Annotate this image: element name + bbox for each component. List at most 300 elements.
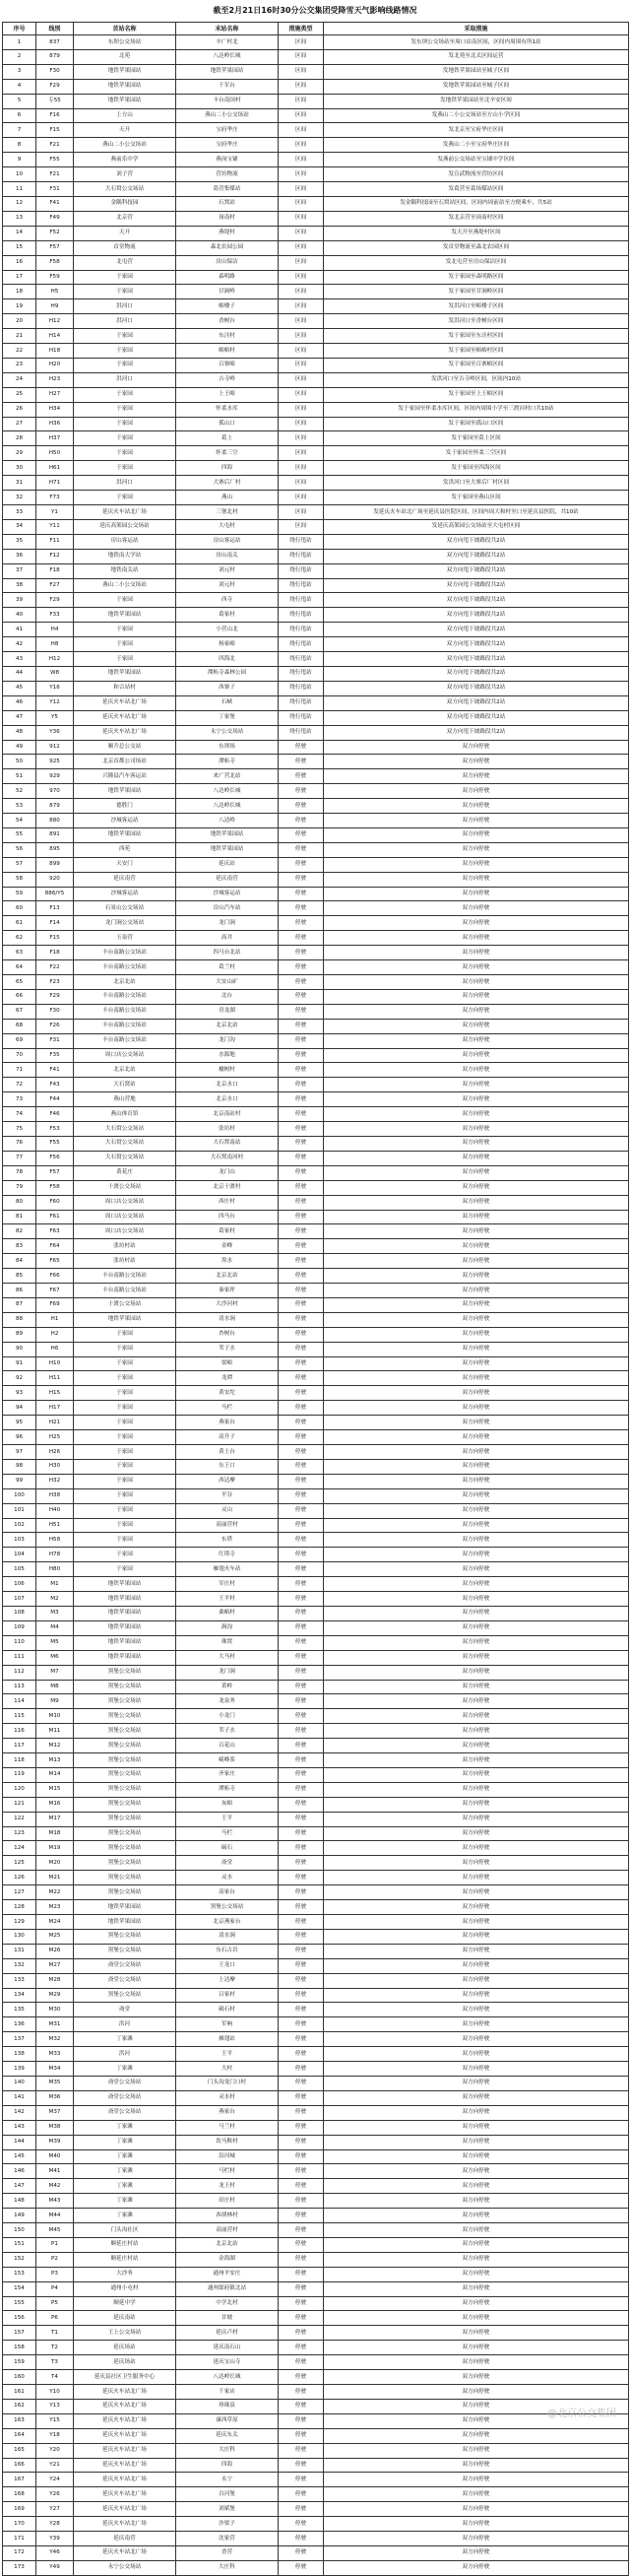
cell-measure-detail: 双方向停驶 (324, 1739, 629, 1753)
cell-measure-type: 绕行甩站 (279, 623, 324, 637)
table-row (3, 299, 629, 314)
cell-last-stop: 龙门山 (176, 1165, 279, 1180)
cell-last-stop: 丁家堡 (176, 710, 279, 725)
cell-measure-type: 区间 (279, 196, 324, 211)
table-row (3, 2355, 629, 2370)
cell-index: 65 (3, 975, 36, 990)
table-row (3, 2164, 629, 2179)
cell-first-stop: 延庆场站 (74, 2341, 176, 2355)
cell-measure-type: 停驶 (279, 1107, 324, 1122)
cell-line: Y12 (36, 695, 74, 710)
cell-index: 143 (3, 2120, 36, 2135)
table-row (3, 666, 629, 681)
cell-index: 21 (3, 329, 36, 344)
table-row (3, 1797, 629, 1812)
table-row (3, 1063, 629, 1078)
header-index: 序号 (3, 23, 36, 35)
cell-line: M20 (36, 1856, 74, 1871)
cell-first-stop: 北苑 (74, 49, 176, 64)
cell-line: F14 (36, 916, 74, 931)
cell-index: 152 (3, 2252, 36, 2267)
cell-measure-detail: 双方向停驶 (324, 740, 629, 755)
cell-measure-type: 区间 (279, 314, 324, 329)
cell-first-stop: 地铁苹果园站 (74, 1620, 176, 1635)
cell-measure-type: 停驶 (279, 2545, 324, 2560)
cell-index: 120 (3, 1782, 36, 1797)
cell-measure-type: 区间 (279, 372, 324, 387)
cell-measure-type: 停驶 (279, 2517, 324, 2532)
cell-last-stop: 秦家坪 (176, 1284, 279, 1298)
cell-measure-type: 区间 (279, 211, 324, 226)
cell-line: F43 (36, 1078, 74, 1092)
cell-line: M14 (36, 1767, 74, 1782)
cell-measure-detail: 双方向停驶 (324, 1680, 629, 1694)
table-row (3, 1048, 629, 1063)
cell-line: H71 (36, 476, 74, 491)
cell-index: 1 (3, 35, 36, 50)
cell-measure-detail: 双方向停驶 (324, 2428, 629, 2443)
table-row (3, 1195, 629, 1210)
cell-first-stop: 黑堡公交场站 (74, 1856, 176, 1871)
cell-index: 43 (3, 652, 36, 667)
cell-index: 94 (3, 1401, 36, 1416)
table-row (3, 226, 629, 240)
table-row (3, 2076, 629, 2090)
cell-index: 24 (3, 372, 36, 387)
table-row (3, 519, 629, 534)
cell-measure-detail: 双方向停驶 (324, 2194, 629, 2209)
cell-last-stop: 军响 (176, 2017, 279, 2032)
cell-first-stop: 大石窝公交场站 (74, 1122, 176, 1137)
cell-first-stop: 丁家滩 (74, 2062, 176, 2077)
cell-measure-type: 停驶 (279, 1871, 324, 1885)
cell-first-stop: 丰台南路公交场站 (74, 1269, 176, 1284)
cell-last-stop: 高丽营村 (176, 1518, 279, 1533)
cell-measure-detail: 发于家园至甘涧岭区间 (324, 285, 629, 299)
cell-line: M11 (36, 1724, 74, 1739)
cell-first-stop: 周口店公交场站 (74, 1224, 176, 1239)
cell-line: H6 (36, 1342, 74, 1356)
cell-index: 55 (3, 827, 36, 842)
cell-line: H25 (36, 1430, 74, 1445)
cell-line: Y5 (36, 710, 74, 725)
cell-index: 118 (3, 1753, 36, 1768)
table-row (3, 2458, 629, 2473)
cell-first-stop: 丰台南路公交场站 (74, 1284, 176, 1298)
cell-index: 167 (3, 2473, 36, 2487)
cell-line: F73 (36, 491, 74, 505)
cell-line: F15 (36, 931, 74, 946)
cell-measure-detail: 双方向停驶 (324, 1401, 629, 1416)
table-row (3, 2032, 629, 2047)
cell-line: F53 (36, 1122, 74, 1137)
cell-measure-detail: 发于家园至怀柔三空区间 (324, 446, 629, 461)
cell-last-stop: 吕家村 (176, 1988, 279, 2003)
cell-line: F60 (36, 1195, 74, 1210)
cell-first-stop: 丰台南路公交场站 (74, 946, 176, 960)
table-row (3, 1694, 629, 1709)
cell-measure-type: 停驶 (279, 2296, 324, 2311)
table-row (3, 1562, 629, 1577)
table-row (3, 2120, 629, 2135)
table-row (3, 1284, 629, 1298)
cell-first-stop: 斋堂公交场站 (74, 1958, 176, 1973)
cell-line: M35 (36, 2076, 74, 2090)
cell-measure-type: 区间 (279, 255, 324, 270)
table-row (3, 623, 629, 637)
cell-measure-type: 停驶 (279, 857, 324, 872)
cell-index: 109 (3, 1620, 36, 1635)
cell-line: F58 (36, 255, 74, 270)
cell-measure-type: 停驶 (279, 1165, 324, 1180)
table-row (3, 608, 629, 623)
cell-index: 104 (3, 1548, 36, 1562)
cell-last-stop: 甘涧岭 (176, 285, 279, 299)
cell-measure-type: 停驶 (279, 1269, 324, 1284)
cell-last-stop: 青龙湖 (176, 1004, 279, 1019)
cell-line: F55 (36, 1136, 74, 1151)
table-row (3, 2502, 629, 2517)
cell-last-stop: 张坊村 (176, 1122, 279, 1137)
cell-last-stop: 百花山 (176, 1739, 279, 1753)
cell-measure-type: 区间 (279, 35, 324, 50)
cell-last-stop: 大庄科 (176, 2560, 279, 2575)
cell-index: 159 (3, 2355, 36, 2370)
cell-measure-type: 停驶 (279, 2487, 324, 2502)
table-row (3, 725, 629, 740)
cell-measure-detail: 双方向甩下坡路段共2站 (324, 534, 629, 549)
cell-last-stop: 马栏 (176, 1401, 279, 1416)
cell-line: F11 (36, 534, 74, 549)
table-row (3, 1900, 629, 1915)
cell-index: 165 (3, 2443, 36, 2458)
cell-last-stop: 康西草原 (176, 2413, 279, 2428)
cell-first-stop: 北京首都公司场站 (74, 755, 176, 769)
cell-last-stop: 门头沟龙门口村 (176, 2076, 279, 2090)
cell-line: 879 (36, 799, 74, 814)
cell-measure-type: 区间 (279, 431, 324, 446)
cell-last-stop: 大安山矿 (176, 975, 279, 990)
cell-last-stop: 西达摩 (176, 1474, 279, 1488)
cell-line: M25 (36, 1929, 74, 1944)
cell-first-stop: 天安门 (74, 857, 176, 872)
cell-last-stop: 四海北 (176, 652, 279, 667)
cell-measure-type: 停驶 (279, 989, 324, 1004)
table-row (3, 814, 629, 828)
table-row (3, 138, 629, 153)
cell-measure-type: 停驶 (279, 2194, 324, 2209)
cell-index: 110 (3, 1635, 36, 1650)
cell-line: M6 (36, 1650, 74, 1665)
cell-line: P4 (36, 2281, 74, 2296)
cell-last-stop: 香营 (176, 2545, 279, 2560)
cell-line: F41 (36, 196, 74, 211)
cell-first-stop: 于家园 (74, 1562, 176, 1577)
cell-index: 105 (3, 1562, 36, 1577)
cell-index: 162 (3, 2399, 36, 2413)
cell-first-stop: 丰台南路公交场站 (74, 1004, 176, 1019)
cell-measure-type: 停驶 (279, 2105, 324, 2120)
cell-measure-detail: 双方向停驶 (324, 2517, 629, 2532)
cell-measure-detail: 双方向停驶 (324, 2135, 629, 2149)
cell-line: H21 (36, 1416, 74, 1430)
cell-line: H8 (36, 637, 74, 652)
cell-last-stop: 马栏村 (176, 2164, 279, 2179)
cell-first-stop: 大沙务 (74, 2267, 176, 2281)
cell-last-stop: 岗南村 (176, 211, 279, 226)
cell-measure-type: 区间 (279, 153, 324, 167)
cell-last-stop: 四马台北站 (176, 946, 279, 960)
cell-index: 99 (3, 1474, 36, 1488)
cell-first-stop: 张坊村站 (74, 1254, 176, 1269)
table-row (3, 1826, 629, 1841)
cell-first-stop: 于家园 (74, 1386, 176, 1401)
cell-measure-detail: 双方向甩下坡路段共2站 (324, 549, 629, 563)
cell-first-stop: 于家园 (74, 1474, 176, 1488)
cell-index: 96 (3, 1430, 36, 1445)
cell-last-stop: 刘元村 (176, 563, 279, 578)
table-row (3, 431, 629, 446)
cell-last-stop: 石峡 (176, 695, 279, 710)
cell-index: 19 (3, 299, 36, 314)
cell-measure-detail: 双方向停驶 (324, 2355, 629, 2370)
cell-line: 886/Y5 (36, 887, 74, 901)
cell-first-stop: 延庆县社区卫生服务中心 (74, 2370, 176, 2385)
cell-measure-type: 停驶 (279, 2399, 324, 2413)
cell-measure-type: 区间 (279, 240, 324, 255)
cell-first-stop: 洪河口 (74, 314, 176, 329)
cell-first-stop: 于家园 (74, 1548, 176, 1562)
cell-index: 111 (3, 1650, 36, 1665)
cell-measure-type: 停驶 (279, 1356, 324, 1371)
cell-first-stop: 地铁苹果园站 (74, 666, 176, 681)
cell-measure-type: 停驶 (279, 1680, 324, 1694)
table-row (3, 1180, 629, 1195)
cell-line: H30 (36, 1459, 74, 1474)
cell-line: M26 (36, 1944, 74, 1958)
table-row (3, 1620, 629, 1635)
cell-measure-type: 区间 (279, 417, 324, 431)
cell-measure-type: 停驶 (279, 2341, 324, 2355)
cell-line: M2 (36, 1592, 74, 1607)
cell-last-stop: 灵水村 (176, 2090, 279, 2105)
table-row (3, 1004, 629, 1019)
table-row (3, 1988, 629, 2003)
table-row (3, 1445, 629, 1460)
cell-line: F18 (36, 563, 74, 578)
cell-measure-type: 停驶 (279, 1958, 324, 1973)
table-row (3, 2003, 629, 2017)
table-row (3, 64, 629, 79)
document-title: 截至2月21日16时30分公交集团受降雪天气影响线路情况 (213, 6, 417, 15)
cell-measure-detail: 双方向停驶 (324, 2090, 629, 2105)
cell-index: 87 (3, 1297, 36, 1312)
cell-last-stop: 四马台 (176, 1210, 279, 1224)
cell-last-stop: 碣石村 (176, 2003, 279, 2017)
cell-measure-detail: 双方向停驶 (324, 1856, 629, 1871)
cell-line: M43 (36, 2194, 74, 2209)
cell-measure-type: 停驶 (279, 2443, 324, 2458)
cell-line: M24 (36, 1915, 74, 1930)
cell-measure-type: 停驶 (279, 1841, 324, 1856)
cell-last-stop: 森明路 (176, 270, 279, 285)
table-row (3, 593, 629, 608)
cell-first-stop: 黑堡公交场站 (74, 1988, 176, 2003)
cell-index: 141 (3, 2090, 36, 2105)
cell-line: H11 (36, 1371, 74, 1386)
cell-first-stop: 刘子营 (74, 167, 176, 182)
cell-first-stop: 丰台南路公交场站 (74, 989, 176, 1004)
cell-measure-detail: 双方向停驶 (324, 2326, 629, 2341)
cell-first-stop: 兴隆县汽车客运站 (74, 769, 176, 784)
cell-line: F21 (36, 138, 74, 153)
cell-index: 15 (3, 240, 36, 255)
cell-last-stop: 大村 (176, 2062, 279, 2077)
cell-first-stop: 地铁苹果园站 (74, 64, 176, 79)
cell-last-stop: 东王口 (176, 1459, 279, 1474)
table-row (3, 1459, 629, 1474)
cell-last-stop: 潭柘寺森林公园 (176, 666, 279, 681)
table-row (3, 1327, 629, 1342)
cell-line: Y26 (36, 2487, 74, 2502)
table-row (3, 1812, 629, 1826)
cell-index: 150 (3, 2223, 36, 2238)
cell-last-stop: 八达岭长城 (176, 2370, 279, 2385)
cell-first-stop: 黑堡公交场站 (74, 1929, 176, 1944)
cell-first-stop: 于家园 (74, 446, 176, 461)
cell-last-stop: 龙门涧 (176, 916, 279, 931)
cell-first-stop: 于家园 (74, 1488, 176, 1503)
cell-measure-detail: 双方向停驶 (324, 1988, 629, 2003)
cell-last-stop: 灰峪 (176, 1797, 279, 1812)
cell-measure-detail: 双方向停驶 (324, 2385, 629, 2400)
cell-measure-detail: 双方向停驶 (324, 1474, 629, 1488)
header-first-stop: 首站名称 (74, 23, 176, 35)
cell-measure-type: 绕行甩站 (279, 608, 324, 623)
cell-index: 79 (3, 1180, 36, 1195)
cell-last-stop: 东塔 (176, 1533, 279, 1548)
table-row (3, 1092, 629, 1107)
cell-measure-detail: 双方向停驶 (324, 1195, 629, 1210)
table-row (3, 2105, 629, 2120)
cell-last-stop: 葛上 (176, 431, 279, 446)
cell-measure-detail: 双方向停驶 (324, 1767, 629, 1782)
cell-measure-detail: 双方向停驶 (324, 901, 629, 916)
cell-measure-detail: 双方向停驶 (324, 931, 629, 946)
table-row (3, 2413, 629, 2428)
cell-line: 879 (36, 49, 74, 64)
table-row (3, 1635, 629, 1650)
cell-line: M29 (36, 1988, 74, 2003)
table-row (3, 1680, 629, 1694)
cell-measure-detail: 双方向停驶 (324, 989, 629, 1004)
cell-line: F29 (36, 989, 74, 1004)
cell-last-stop: 高升子 (176, 1430, 279, 1445)
cell-last-stop: 刘斌堡 (176, 2502, 279, 2517)
cell-first-stop: 地铁苹果园站 (74, 1577, 176, 1592)
cell-first-stop: 黑堡公交场站 (74, 1709, 176, 1724)
cell-first-stop: 丁家滩 (74, 2194, 176, 2209)
cell-first-stop: 于家园 (74, 1518, 176, 1533)
cell-measure-detail: 双方向停驶 (324, 2370, 629, 2385)
cell-last-stop: 清水涧 (176, 1929, 279, 1944)
table-row (3, 1782, 629, 1797)
cell-index: 78 (3, 1165, 36, 1180)
cell-last-stop: 宝府华庄 (176, 123, 279, 138)
cell-index: 82 (3, 1224, 36, 1239)
cell-measure-type: 停驶 (279, 2149, 324, 2164)
cell-line: F26 (36, 1019, 74, 1033)
cell-measure-type: 区间 (279, 329, 324, 344)
cell-index: 14 (3, 226, 36, 240)
table-row (3, 255, 629, 270)
table-row (3, 857, 629, 872)
cell-measure-detail: 双方向停驶 (324, 960, 629, 975)
header-last-stop: 末站名称 (176, 23, 279, 35)
cell-measure-detail: 双方向停驶 (324, 2120, 629, 2135)
cell-measure-detail: 发东坝公交场站至周口店南区间，区间内周围有所1站 (324, 35, 629, 50)
cell-line: F63 (36, 1224, 74, 1239)
table-row (3, 196, 629, 211)
cell-index: 86 (3, 1284, 36, 1298)
cell-first-stop: 石景山公交场站 (74, 901, 176, 916)
cell-first-stop: 于家园 (74, 1416, 176, 1430)
cell-measure-type: 停驶 (279, 1797, 324, 1812)
table-row (3, 123, 629, 138)
table-row (3, 1078, 629, 1092)
cell-first-stop: 首堂物流 (74, 240, 176, 255)
cell-measure-detail: 双方向停驶 (324, 1709, 629, 1724)
cell-measure-type: 停驶 (279, 2076, 324, 2090)
cell-line: F29 (36, 593, 74, 608)
cell-measure-detail: 双方向停驶 (324, 1004, 629, 1019)
cell-line: H12 (36, 652, 74, 667)
cell-last-stop: 延庆南营 (176, 872, 279, 887)
cell-measure-detail: 发地铁苹果园站至北辛安区间 (324, 94, 629, 108)
cell-measure-type: 停驶 (279, 2428, 324, 2443)
cell-measure-detail: 双方向停驶 (324, 1503, 629, 1518)
table-row (3, 1606, 629, 1620)
cell-measure-type: 停驶 (279, 975, 324, 990)
cell-line: H26 (36, 1445, 74, 1460)
cell-measure-detail: 双方向停驶 (324, 2164, 629, 2179)
cell-first-stop: 大石窝公交场站 (74, 1136, 176, 1151)
cell-first-stop: 延庆火车站北广场 (74, 2487, 176, 2502)
cell-measure-detail: 双方向停驶 (324, 1019, 629, 1033)
cell-last-stop: 西胡林村 (176, 2209, 279, 2223)
cell-measure-type: 区间 (279, 123, 324, 138)
cell-measure-detail: 双方向停驶 (324, 1694, 629, 1709)
cell-line: M30 (36, 2003, 74, 2017)
cell-index: 58 (3, 872, 36, 887)
cell-measure-type: 区间 (279, 358, 324, 372)
cell-measure-detail: 双方向停驶 (324, 2047, 629, 2062)
cell-line: F23 (36, 975, 74, 990)
cell-measure-type: 停驶 (279, 1577, 324, 1592)
cell-last-stop: 雁翅站 (176, 2032, 279, 2047)
cell-measure-type: 停驶 (279, 1122, 324, 1137)
cell-line: Y13 (36, 2399, 74, 2413)
cell-first-stop: 丁家滩 (74, 2164, 176, 2179)
cell-measure-detail: 双方向停驶 (324, 1078, 629, 1092)
cell-index: 89 (3, 1327, 36, 1342)
cell-line: M15 (36, 1782, 74, 1797)
cell-last-stop: 东坝场 (176, 740, 279, 755)
cell-line: 899 (36, 857, 74, 872)
cell-measure-type: 停驶 (279, 1033, 324, 1048)
cell-index: 147 (3, 2179, 36, 2194)
cell-index: 51 (3, 769, 36, 784)
